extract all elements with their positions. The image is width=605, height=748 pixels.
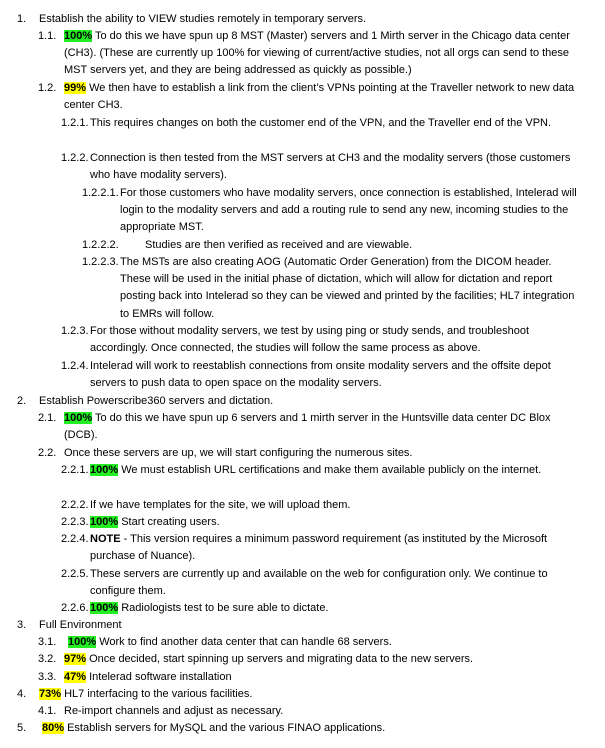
list-item xyxy=(0,115,600,132)
list-number: 1.2.2.2. xyxy=(82,239,119,251)
list-text xyxy=(42,720,602,737)
progress-percent-badge: 100% xyxy=(90,464,119,476)
item-body-text: Once decided, start spinning up servers and migrating data to the new servers. xyxy=(89,653,474,665)
list-item xyxy=(0,445,600,462)
list-text xyxy=(64,28,584,80)
item-body-text: If we have templates for the site, we will upload them. xyxy=(90,499,351,511)
list-number: 2.2.4. xyxy=(61,533,89,545)
item-body-text: Connection is then tested from the MST servers at CH3 and the modality servers (those customers who have modality servers). xyxy=(90,152,571,182)
list-text xyxy=(64,669,584,686)
list-item xyxy=(0,634,600,651)
list-number: 2.2.6. xyxy=(61,602,89,614)
item-body-text: Establish servers for MySQL and the various FINAO applications. xyxy=(67,722,386,734)
list-number: 1.1. xyxy=(38,30,57,42)
item-body-text: - This version requires a minimum password requirement (as instituted by the Microsoft purchase of Nuance). xyxy=(90,533,548,563)
list-item xyxy=(0,531,600,565)
list-number: 3. xyxy=(17,619,27,631)
list-text xyxy=(68,634,588,651)
list-item xyxy=(0,651,600,668)
item-body-text: Studies are then verified as received and are viewable. xyxy=(145,239,413,251)
progress-percent-badge: 100% xyxy=(64,30,93,42)
item-body-text: To do this we have spun up 6 servers and 1 mirth server in the Huntsville data center DC Blox (DCB). xyxy=(64,412,551,442)
list-item xyxy=(0,150,600,184)
list-item xyxy=(0,600,600,617)
list-item xyxy=(0,514,600,531)
note-label: NOTE xyxy=(90,533,121,545)
item-body-text: For those without modality servers, we test by using ping or study sends, and troubleshoot accordingly. Once connected, the studies will follow the same process as above. xyxy=(90,325,530,355)
list-text xyxy=(90,323,575,357)
item-body-text: Re-import channels and adjust as necessary. xyxy=(64,705,284,717)
list-number: 2.2.3. xyxy=(61,516,89,528)
list-item xyxy=(0,254,600,323)
item-body-text: Start creating users. xyxy=(121,516,220,528)
list-number: 1.2. xyxy=(38,82,57,94)
list-number: 1.2.4. xyxy=(61,360,89,372)
list-text xyxy=(39,686,599,703)
list-number: 1.2.1. xyxy=(61,117,89,129)
item-body-text: Intelerad software installation xyxy=(89,671,232,683)
list-item xyxy=(0,703,600,720)
list-number: 1. xyxy=(17,13,27,25)
list-item xyxy=(0,462,600,479)
list-item xyxy=(0,393,600,410)
item-body-text: We then have to establish a link from the client’s VPNs pointing at the Traveller network to new data center CH3. xyxy=(64,82,575,112)
list-text xyxy=(120,185,578,237)
item-body-text: Establish Powerscribe360 servers and dictation. xyxy=(39,395,274,407)
list-text xyxy=(90,497,560,514)
item-body-text: This requires changes on both the customer end of the VPN, and the Traveller end of the VPN. xyxy=(90,117,552,129)
item-body-text: Work to find another data center that can handle 68 servers. xyxy=(99,636,392,648)
list-item xyxy=(0,566,600,600)
list-number: 3.2. xyxy=(38,653,57,665)
list-item xyxy=(0,410,600,444)
list-number: 2. xyxy=(17,395,27,407)
list-text xyxy=(120,254,578,323)
item-body-text: Full Environment xyxy=(39,619,122,631)
list-number: 2.2. xyxy=(38,447,57,459)
list-text xyxy=(90,514,560,531)
list-number: 1.2.2. xyxy=(61,152,89,164)
list-text xyxy=(90,566,560,600)
item-body-text: These servers are currently up and available on the web for configuration only. We continue to configure them. xyxy=(90,568,548,598)
list-item xyxy=(0,686,600,703)
list-item xyxy=(0,669,600,686)
progress-percent-badge: 47% xyxy=(64,671,87,683)
list-item xyxy=(0,28,600,80)
list-text xyxy=(145,237,565,254)
progress-percent-badge: 99% xyxy=(64,82,87,94)
list-number: 1.2.2.3. xyxy=(82,256,119,268)
list-item xyxy=(0,237,600,254)
list-text xyxy=(39,11,599,28)
list-text xyxy=(39,617,599,634)
list-item xyxy=(0,358,600,392)
list-number: 3.3. xyxy=(38,671,57,683)
list-number: 5. xyxy=(17,722,27,734)
item-body-text: Intelerad will work to reestablish connections from onsite modality servers and the offsite depot servers to push data to open space on the modality servers. xyxy=(90,360,551,390)
list-text xyxy=(90,600,560,617)
progress-percent-badge: 80% xyxy=(42,722,65,734)
list-item xyxy=(0,720,600,737)
list-item xyxy=(0,323,600,357)
list-text xyxy=(90,115,575,132)
list-text xyxy=(90,358,575,392)
list-item xyxy=(0,617,600,634)
list-number: 2.2.5. xyxy=(61,568,89,580)
progress-percent-badge: 100% xyxy=(64,412,93,424)
progress-percent-badge: 100% xyxy=(68,636,97,648)
progress-percent-badge: 97% xyxy=(64,653,87,665)
list-text xyxy=(39,393,599,410)
list-number: 2.2.2. xyxy=(61,499,89,511)
list-text xyxy=(64,703,584,720)
list-text xyxy=(90,150,575,184)
list-item xyxy=(0,497,600,514)
list-item xyxy=(0,11,600,28)
list-text xyxy=(64,651,584,668)
list-text xyxy=(64,445,584,462)
list-number: 1.2.2.1. xyxy=(82,187,119,199)
list-number: 2.1. xyxy=(38,412,57,424)
item-body-text: Once these servers are up, we will start configuring the numerous sites. xyxy=(64,447,413,459)
list-text xyxy=(90,531,560,565)
list-item xyxy=(0,185,600,237)
item-body-text: To do this we have spun up 8 MST (Master) servers and 1 Mirth server in the Chicago data center (CH3). (These are currently up 100% for viewing of current/active studies, not all orgs can send to these MST servers yet, and they are being addressed as quickly as possible.) xyxy=(64,30,570,77)
list-number: 1.2.3. xyxy=(61,325,89,337)
list-number: 3.1. xyxy=(38,636,57,648)
item-body-text: For those customers who have modality servers, once connection is established, Intelerad will login to the modality servers and add a routing rule to send any new, incoming studies to the appropriate MST. xyxy=(120,187,577,234)
list-text xyxy=(64,80,584,114)
progress-percent-badge: 73% xyxy=(39,688,62,700)
progress-percent-badge: 100% xyxy=(90,516,119,528)
item-body-text: We must establish URL certifications and make them available publicly on the internet. xyxy=(121,464,542,476)
list-text xyxy=(64,410,584,444)
list-text xyxy=(90,462,560,479)
progress-percent-badge: 100% xyxy=(90,602,119,614)
item-body-text: Establish the ability to VIEW studies remotely in temporary servers. xyxy=(39,13,367,25)
list-item xyxy=(0,80,600,114)
list-number: 2.2.1. xyxy=(61,464,89,476)
list-number: 4. xyxy=(17,688,27,700)
item-body-text: HL7 interfacing to the various facilities. xyxy=(64,688,253,700)
item-body-text: The MSTs are also creating AOG (Automatic Order Generation) from the DICOM header. These will be used in the initial phase of dictation, which will allow for dictation and report posting back into Intelerad so they can be viewed and printed by the facilities; HL7 integration to EMRs will follow. xyxy=(120,256,575,320)
item-body-text: Radiologists test to be sure able to dictate. xyxy=(121,602,329,614)
list-number: 4.1. xyxy=(38,705,57,717)
